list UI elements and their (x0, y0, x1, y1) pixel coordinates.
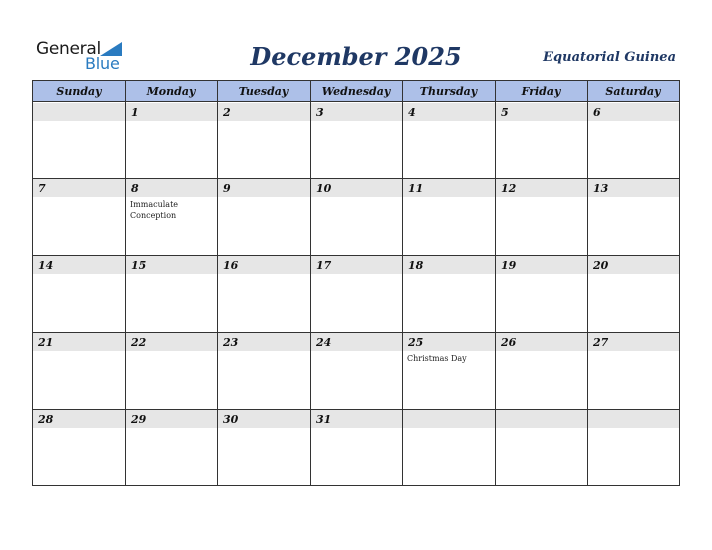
day-cell (33, 410, 125, 484)
day-number-band (588, 410, 679, 428)
day-number-band (496, 256, 587, 274)
day-cell (588, 333, 679, 409)
day-number-band (311, 333, 402, 351)
grid-row-line (33, 409, 679, 410)
day-number-band (311, 256, 402, 274)
day-number-band (496, 103, 587, 121)
day-number-band (403, 256, 495, 274)
day-cell (311, 256, 402, 332)
grid-row-line (33, 178, 679, 179)
day-cell (218, 103, 310, 178)
day-number: 8 (131, 182, 139, 195)
weekday-header-row (33, 81, 679, 102)
day-number-band (126, 179, 217, 197)
weekday-header-monday: Monday (146, 85, 196, 98)
day-cell (496, 410, 587, 484)
grid-row-line (33, 255, 679, 256)
day-number: 14 (38, 259, 54, 272)
logo-word-blue: Blue (85, 54, 120, 73)
weekday-header-friday: Friday (521, 85, 561, 98)
day-cell (403, 179, 495, 255)
day-number-band (126, 410, 217, 428)
holiday-label: Christmas Day (407, 354, 467, 363)
day-number-band (218, 103, 310, 121)
day-number: 16 (223, 259, 239, 272)
day-number: 27 (593, 336, 609, 349)
day-cell (33, 256, 125, 332)
day-number-band (311, 179, 402, 197)
grid-column-line (125, 81, 126, 485)
day-cell (588, 179, 679, 255)
day-number-band (218, 256, 310, 274)
grid-column-line (495, 81, 496, 485)
logo-word-general: General (36, 39, 101, 59)
day-number-band (218, 179, 310, 197)
day-cell (218, 256, 310, 332)
day-number: 20 (593, 259, 609, 272)
day-cell (403, 256, 495, 332)
day-number: 12 (501, 182, 517, 195)
day-cell (588, 103, 679, 178)
week-row (33, 410, 679, 484)
weekday-header-tuesday: Tuesday (238, 85, 289, 98)
day-cell (588, 410, 679, 484)
day-cell (311, 410, 402, 484)
day-cell (496, 256, 587, 332)
day-cell (218, 333, 310, 409)
weekday-header-saturday: Saturday (605, 85, 661, 98)
day-cell (218, 179, 310, 255)
day-number: 7 (38, 182, 46, 195)
day-number: 19 (501, 259, 517, 272)
day-number-band (403, 103, 495, 121)
day-number-band (588, 103, 679, 121)
day-cell (126, 179, 217, 255)
day-cell (588, 256, 679, 332)
day-number: 2 (223, 106, 231, 119)
day-cell (311, 179, 402, 255)
day-number-band (588, 256, 679, 274)
day-number: 11 (408, 182, 424, 195)
day-number: 6 (593, 106, 601, 119)
weekday-header-thursday: Thursday (419, 85, 478, 98)
day-cell (126, 410, 217, 484)
day-number: 24 (316, 336, 332, 349)
day-number: 17 (316, 259, 332, 272)
weekday-header-sunday: Sunday (56, 85, 102, 98)
day-cell (33, 103, 125, 178)
day-number: 30 (223, 413, 239, 426)
day-number: 18 (408, 259, 424, 272)
day-number-band (496, 410, 587, 428)
day-number: 26 (501, 336, 517, 349)
week-row (33, 103, 679, 178)
day-number-band (403, 333, 495, 351)
day-cell (496, 333, 587, 409)
day-cell (126, 103, 217, 178)
grid-column-line (217, 81, 218, 485)
day-number-band (588, 333, 679, 351)
day-cell (126, 256, 217, 332)
day-cell (403, 103, 495, 178)
day-cell (496, 103, 587, 178)
day-number-band (33, 179, 125, 197)
country-name: Equatorial Guinea (543, 50, 676, 65)
calendar-grid (32, 80, 680, 486)
day-cell (311, 333, 402, 409)
day-cell (33, 333, 125, 409)
week-row (33, 333, 679, 409)
day-number: 21 (38, 336, 54, 349)
day-number-band (33, 256, 125, 274)
day-number: 10 (316, 182, 332, 195)
day-cell (496, 179, 587, 255)
day-number-band (496, 333, 587, 351)
day-number-band (218, 333, 310, 351)
day-number: 9 (223, 182, 231, 195)
week-row (33, 256, 679, 332)
day-number-band (403, 410, 495, 428)
grid-column-line (587, 81, 588, 485)
day-number: 15 (131, 259, 147, 272)
day-number: 29 (131, 413, 147, 426)
day-number-band (588, 179, 679, 197)
day-cell (403, 333, 495, 409)
day-cell (126, 333, 217, 409)
day-number: 25 (408, 336, 424, 349)
day-number-band (311, 103, 402, 121)
day-number: 31 (316, 413, 332, 426)
day-cell (403, 410, 495, 484)
day-cell (33, 179, 125, 255)
day-number-band (126, 103, 217, 121)
day-cell (218, 410, 310, 484)
day-number-band (33, 103, 125, 121)
week-row (33, 179, 679, 255)
day-number: 23 (223, 336, 239, 349)
day-number-band (218, 410, 310, 428)
day-number-band (403, 179, 495, 197)
day-number: 4 (408, 106, 416, 119)
grid-column-line (310, 81, 311, 485)
grid-row-line (33, 332, 679, 333)
grid-column-line (402, 81, 403, 485)
day-number: 3 (316, 106, 324, 119)
day-number: 5 (501, 106, 509, 119)
day-number-band (33, 333, 125, 351)
day-number: 13 (593, 182, 609, 195)
calendar-title: December 2025 (250, 42, 462, 71)
weekday-header-wednesday: Wednesday (321, 85, 391, 98)
day-number: 22 (131, 336, 147, 349)
day-number: 1 (131, 106, 139, 119)
day-number-band (33, 410, 125, 428)
day-number: 28 (38, 413, 54, 426)
day-number-band (126, 333, 217, 351)
day-number-band (496, 179, 587, 197)
day-number-band (311, 410, 402, 428)
day-number-band (126, 256, 217, 274)
holiday-label: Immaculate Conception (130, 200, 179, 220)
day-cell (311, 103, 402, 178)
